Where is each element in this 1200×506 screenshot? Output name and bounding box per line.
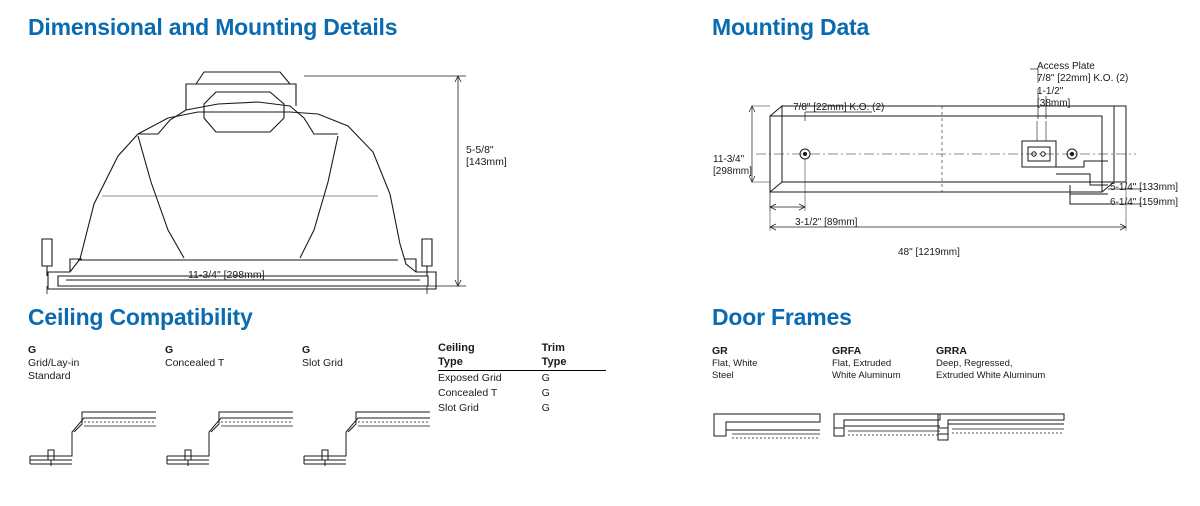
knockout-top-label: 7/8" [22mm] K.O. (2) — [1037, 73, 1129, 84]
ceiling-column-slot-grid — [302, 344, 343, 370]
door-desc-1-line2: Steel — [712, 369, 734, 381]
table-row — [438, 371, 606, 387]
plate-depth-metric: [38mm] — [1037, 97, 1071, 109]
door-column-gr — [712, 345, 757, 381]
trim-row-2-ceiling: Concealed T — [438, 387, 498, 399]
plate-depth-value: 1-1/2" — [1037, 86, 1064, 97]
door-code-1: GR — [712, 345, 728, 357]
plate-depth-label — [1037, 86, 1070, 109]
door-desc-3-line1: Deep, Regressed, — [936, 358, 1013, 369]
ceiling-code-1: G — [28, 344, 37, 356]
mounting-data-section — [712, 14, 1182, 294]
door-column-grra — [936, 345, 1045, 381]
door-code-3: GRRA — [936, 345, 967, 357]
ceiling-detail-drawing-3 — [302, 402, 432, 472]
table-row — [438, 386, 606, 401]
trim-table-header-ceiling-line1: Ceiling — [438, 342, 475, 354]
trim-row-3-ceiling: Slot Grid — [438, 402, 479, 414]
door-column-grfa — [832, 345, 901, 381]
fixture-height-dimension — [466, 144, 507, 168]
trim-table-header-trim-line1: Trim — [541, 342, 565, 354]
door-frame-drawing-grra — [936, 404, 1066, 464]
ceiling-code-3: G — [302, 344, 311, 356]
trim-row-3-trim: G — [541, 402, 550, 414]
door-frame-drawing-grfa — [832, 404, 942, 464]
trim-table-header-ceiling-line2: Type — [438, 356, 542, 371]
bar-height-label — [713, 154, 752, 177]
ceiling-detail-drawing-1 — [28, 402, 158, 472]
trim-row-1-trim: G — [541, 372, 550, 384]
mounting-data-title: Mounting Data — [712, 14, 870, 40]
ceiling-column-grid-layin — [28, 344, 79, 383]
ceiling-code-2: G — [165, 344, 174, 356]
knockout-left-label: 7/8" [22mm] K.O. (2) — [793, 102, 885, 113]
ceiling-compatibility-title: Ceiling Compatibility — [28, 304, 253, 330]
trim-row-1-ceiling: Exposed Grid — [438, 372, 502, 384]
door-frames-section — [712, 304, 1182, 504]
ceiling-desc-1-line2: Standard — [28, 370, 71, 382]
access-plate-label: Access Plate — [1037, 61, 1095, 72]
door-desc-3-line2: Extruded White Aluminum — [936, 369, 1046, 381]
door-desc-2-line2: White Aluminum — [832, 369, 901, 381]
dimensional-details-section — [28, 14, 668, 294]
ceiling-desc-3-line1: Slot Grid — [302, 357, 343, 369]
table-row — [438, 401, 606, 416]
door-frames-title: Door Frames — [712, 304, 852, 330]
ceiling-desc-1-line1: Grid/Lay-in — [28, 357, 80, 369]
fixture-section-drawing — [18, 44, 658, 294]
right-dimension-1-label: 5-1/4" [133mm] — [1110, 182, 1179, 193]
offset-dimension-label: 3-1/2" [89mm] — [795, 217, 858, 228]
fixture-height-value: 5-5/8" — [466, 144, 494, 156]
door-desc-2-line1: Flat, Extruded — [832, 358, 892, 369]
fixture-height-metric: [143mm] — [466, 156, 507, 168]
ceiling-column-concealed-t — [165, 344, 224, 370]
door-frame-drawing-gr — [712, 404, 822, 464]
door-code-2: GRFA — [832, 345, 862, 357]
door-desc-1-line1: Flat, White — [712, 358, 758, 369]
bar-height-metric: [298mm] — [713, 165, 752, 177]
fixture-width-dimension: 11-3/4" [298mm] — [188, 269, 265, 281]
trim-table-header-trim-line2: Type — [542, 356, 607, 371]
dimensional-details-title: Dimensional and Mounting Details — [28, 14, 398, 40]
right-dimension-2-label: 6-1/4" [159mm] — [1110, 197, 1179, 208]
overall-length-label: 48" [1219mm] — [898, 247, 960, 258]
ceiling-trim-table — [438, 342, 606, 416]
ceiling-detail-drawing-2 — [165, 402, 295, 472]
bar-height-value: 11-3/4" — [713, 154, 745, 165]
ceiling-desc-2-line1: Concealed T — [165, 357, 225, 369]
trim-row-2-trim: G — [541, 387, 550, 399]
ceiling-compatibility-section — [28, 304, 668, 504]
